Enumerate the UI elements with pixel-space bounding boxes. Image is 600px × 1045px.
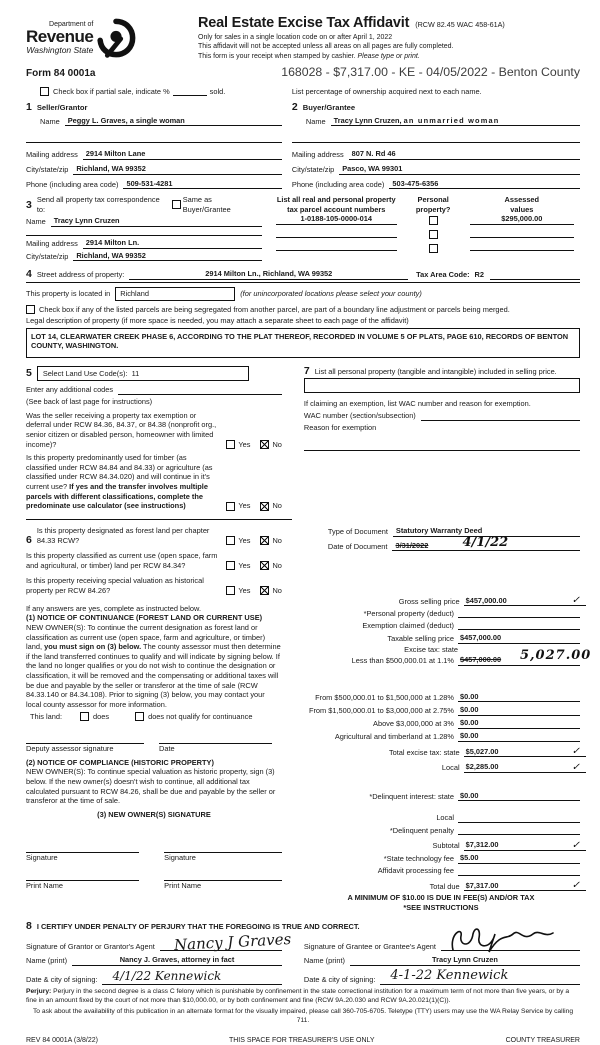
grantee-date-label: Date & city of signing: <box>303 975 376 985</box>
section-2-buyer <box>292 97 580 189</box>
minimum-due-note: A MINIMUM OF $10.00 IS DUE IN FEE(S) AND/OR TAX <box>347 893 535 903</box>
notice-compliance-body: NEW OWNER(S): To continue special valuation as historic property, sign (3) below. If the new owner(s) doesn't wish to continue, all additional tax calculated pursuant to RCW 84.26, shall be due and payable by the seller or transferor at the time of sale. <box>26 767 276 806</box>
section-4-divider <box>26 282 580 283</box>
deputy-date-line[interactable] <box>159 735 272 744</box>
local-2-label: Local <box>436 813 454 823</box>
personal-property-deduct-label: *Personal property (deduct) <box>363 608 454 618</box>
header-note-1: Only for sales in a single location code on or after April 1, 2022 <box>198 33 393 41</box>
delinquent-penalty-field[interactable] <box>458 826 580 835</box>
located-in-dropdown[interactable]: Richland <box>115 287 235 301</box>
section-7-number: 7 <box>303 364 310 377</box>
date-of-document-handwritten: 4/1/22 <box>462 534 509 550</box>
seller-name-field[interactable]: Peggy L. Graves, a single woman <box>65 116 282 127</box>
section-5-number: 5 <box>26 367 32 380</box>
rcw-reference: (RCW 82.45 WAC 458-61A) <box>415 20 505 29</box>
delinquent-interest-label: *Delinquent interest: state <box>369 791 454 801</box>
same-as-label: Same as Buyer/Grantee <box>182 195 231 214</box>
tier-3pct-label: Above $3,000,000 at 3% <box>373 719 454 728</box>
tax-area-code-label: Tax Area Code: <box>416 270 470 280</box>
deputy-date-label: Date <box>159 744 175 754</box>
new-owner-signature-line-2[interactable] <box>164 844 282 853</box>
seller-title: Seller/Grantor <box>36 102 88 112</box>
q1-yes-checkbox[interactable] <box>226 440 235 449</box>
treasurer-space-label: THIS SPACE FOR TREASURER'S USE ONLY <box>228 1037 375 1045</box>
located-in-label: This property is located in <box>26 288 111 298</box>
forest-no-checkbox[interactable] <box>260 536 269 545</box>
affidavit-processing-fee-label: Affidavit processing fee <box>377 866 454 876</box>
gross-checkmark: ✓ <box>571 595 580 607</box>
grantor-signature-handwritten: Nancy J Graves <box>173 929 292 954</box>
taxable-selling-price-field[interactable]: $457,000.00 <box>458 633 580 644</box>
seller-name-label: Name <box>40 116 60 126</box>
new-owner-print-line-1[interactable] <box>26 872 139 881</box>
corr-name-label: Name <box>26 217 46 227</box>
legal-description-label: Legal description of property (if more space is needed, you may attach a separate sheet to each page of the affidavit) <box>26 316 409 326</box>
grantee-name-label: Name (print) <box>303 956 345 966</box>
exemption-deferral-question: Was the seller receiving a property tax exemption or deferral under RCW 84.36, 84.37, or 84.38 (nonprofit org., senior citizen or disabled person, homeowner with limited income)? <box>26 410 217 449</box>
form-number: Form 84 0001a <box>26 68 96 80</box>
seller-mailing-field[interactable]: 2914 Milton Lane <box>83 149 282 160</box>
local-tax-label: Local <box>441 763 460 773</box>
seller-city-label: City/state/zip <box>26 164 69 174</box>
revenue-swoosh-icon <box>97 19 135 57</box>
additional-codes-label: Enter any additional codes <box>26 385 114 395</box>
exemption-claimed-field[interactable] <box>458 621 580 630</box>
buyer-mailing-label: Mailing address <box>291 150 344 160</box>
tier-128-label: From $500,000.01 to $1,500,000 at 1.28% <box>315 692 454 702</box>
assessed-value-field-3[interactable] <box>470 241 574 251</box>
total-due-checkmark: ✓ <box>571 880 580 892</box>
personal-property-checkbox-3[interactable] <box>429 244 438 253</box>
section-2-number: 2 <box>291 100 298 113</box>
total-state-checkmark: ✓ <box>571 746 580 758</box>
segregated-checkbox[interactable] <box>26 305 35 314</box>
parcel-number-field-2[interactable] <box>276 228 397 238</box>
total-due-field[interactable]: $7,317.00 <box>464 881 586 892</box>
buyer-city-label: City/state/zip <box>291 164 335 174</box>
personal-property-list-field[interactable] <box>304 378 580 393</box>
excise-tax-state-label: Excise tax: state <box>404 644 458 654</box>
local-tax-field[interactable]: $2,285.00 <box>464 762 586 773</box>
ownership-note: List percentage of ownership acquired next to each name. <box>291 87 482 97</box>
historical-no-checkbox[interactable] <box>260 586 269 595</box>
footer <box>26 1036 580 1045</box>
gross-selling-price-field[interactable]: $457,000.00 <box>464 596 586 607</box>
total-excise-state-label: Total excise tax: state <box>388 747 460 757</box>
accessibility-notice: To ask about the availability of this publication in an alternate format for the visually impaired, please call 360-705-6705. Teletype (TTY) users may use the WA Relay Service by calling 711. <box>32 1008 574 1025</box>
state-tech-fee-field[interactable]: $5.00 <box>458 853 580 864</box>
street-address-field[interactable]: 2914 Milton Ln., Richland, WA 99352 <box>129 269 408 280</box>
parcel-numbers-header: List all real and personal property tax parcel account numbers <box>276 195 396 214</box>
tax-area-code-value[interactable]: R2 <box>474 270 484 280</box>
tax-area-trailing-line <box>490 271 580 280</box>
header <box>26 14 580 61</box>
exemption-claimed-label: Exemption claimed (deduct) <box>362 620 454 630</box>
header-note-3: This form is your receipt when stamped by cashier. Please type or print. <box>198 52 420 60</box>
perjury-notice: Perjury: Perjury in the second degree is a class C felony which is punishable by confinement in the state correctional institution for a maximum term of not more than five years, or by a fine in an amount fixed by the court of not more than $10,000.00, or by both confinement and fine (RCW 9A.20.030 and RCW 9A.20.021(1)(C)). <box>26 987 570 1004</box>
print-name-label-1: Print Name <box>26 881 63 891</box>
grantor-sig-label: Signature of Grantor or Grantor's Agent <box>26 941 155 951</box>
reason-exemption-label: Reason for exemption <box>303 422 377 432</box>
timber-agriculture-question: Is this property predominantly used for timber (as classified under RCW 84.84 and 84.33) or agriculture (as classified under RCW 84.34.020) and will continue in it's current use? If yes and the transfer involves multiple parcels with different classifications, complete the predominate use calculator (see instructions) <box>26 453 213 511</box>
less-than-rate-label: Less than $500,000.01 at 1.1% <box>351 656 454 666</box>
additional-codes-field[interactable] <box>118 386 282 395</box>
reason-exemption-field[interactable] <box>304 442 580 451</box>
buyer-phone-field[interactable]: 503-475-6356 <box>389 179 580 190</box>
buyer-phone-label: Phone (including area code) <box>291 179 385 189</box>
assessed-values-header: Assessed values <box>504 195 540 214</box>
partial-sale-checkbox[interactable] <box>40 87 49 96</box>
corr-city-label: City/state/zip <box>26 251 69 261</box>
ag-timberland-label: Agricultural and timberland at 1.28% <box>334 732 454 742</box>
seller-phone-field[interactable]: 509-531-4281 <box>123 179 281 190</box>
partial-sale-label: Check box if partial sale, indicate % <box>53 87 170 97</box>
revenue-label: Revenue <box>26 26 94 46</box>
legal-description-field[interactable]: LOT 14, CLEARWATER CREEK PHASE 6, ACCORDING TO THE PLAT THEREOF, RECORDED IN VOLUME 5 OF PLATS, PAGE 610, RECORDS OF BENTON COUNTY, WASHINGTON. <box>26 328 580 358</box>
section-6-number: 6 <box>26 533 32 546</box>
delinquent-penalty-label: *Delinquent penalty <box>389 825 454 835</box>
section-4-number: 4 <box>26 268 32 281</box>
q2-no-checkbox[interactable] <box>260 502 269 511</box>
taxable-selling-price-label: Taxable selling price <box>387 633 454 643</box>
land-does-not-checkbox[interactable] <box>135 712 144 721</box>
revenue-logo-block <box>26 14 184 61</box>
personal-property-deduct-field[interactable] <box>458 609 580 618</box>
affidavit-processing-fee-field[interactable] <box>458 867 580 876</box>
print-name-label-2: Print Name <box>164 881 202 891</box>
wac-number-label: WAC number (section/subsection) <box>303 410 416 420</box>
ag-timberland-field[interactable]: $0.00 <box>458 731 580 742</box>
section-1-number: 1 <box>26 100 32 113</box>
parcel-number-field-3[interactable] <box>276 241 397 251</box>
buyer-city-field[interactable]: Pasco, WA 99301 <box>339 164 580 175</box>
section-8-number: 8 <box>26 919 32 932</box>
see-back-note: (See back of last page for instructions) <box>26 397 153 406</box>
tier-128-field[interactable]: $0.00 <box>458 692 580 703</box>
new-owners-signature-title: (3) NEW OWNER(S) SIGNATURE <box>97 809 211 819</box>
assessed-value-field[interactable]: $295,000.00 <box>470 214 574 225</box>
grantor-date-handwritten: 4/1/22 Kennewick <box>112 969 222 984</box>
signature-label-1: Signature <box>26 852 58 862</box>
q2-yes-checkbox[interactable] <box>226 502 235 511</box>
section-4-street-row <box>26 269 580 280</box>
grantor-name-print[interactable]: Nancy J. Graves, attorney in fact <box>72 955 282 966</box>
seller-phone-label: Phone (including area code) <box>26 179 119 189</box>
subtotal-field[interactable]: $7,312.00 <box>464 840 586 851</box>
local-checkmark: ✓ <box>571 761 580 773</box>
tier-275-field[interactable]: $0.00 <box>458 705 580 716</box>
assessed-value-field-2[interactable] <box>470 228 574 238</box>
rev-form-id: REV 84 0001A (3/8/22) <box>26 1037 98 1045</box>
dept-of-label: Department of <box>49 20 94 28</box>
grantee-date-handwritten: 4-1-22 Kennewick <box>390 967 509 983</box>
grantee-signature-line[interactable] <box>441 941 580 951</box>
buyer-name-field[interactable]: Tracy Lynn Cruzen, an unmarried woman <box>331 116 580 127</box>
county-treasurer-label: COUNTY TREASURER <box>505 1037 580 1045</box>
section-3-correspondence <box>26 195 580 261</box>
buyer-name-extra-line[interactable] <box>292 134 580 143</box>
personal-property-list-label: List all personal property (tangible and intangible) included in selling price. <box>314 366 557 376</box>
correspondence-title: Send all property tax correspondence to: <box>36 195 160 214</box>
segregated-label: Check box if any of the listed parcels are being segregated from another parcel, are part of a boundary line adjustment or parcels being merged. <box>39 304 510 314</box>
partial-sale-percent-field[interactable] <box>173 87 207 96</box>
local-2-field[interactable] <box>458 814 580 823</box>
grantor-signature-line[interactable] <box>160 929 292 954</box>
section-5: 5 Select Land Use Code(s): 11 Enter any additional codes (See back of last page for instructions) Was the seller receiving a property tax exemption or deferral under RCW 84.36, 84.37, or 84.38 (nonprofit org., senior citizen or disabled person, homeowner with limited income)? Yes No Is this property predominantly used for timber (as classified under RCW 84.84 and 84.33) or agriculture (as classified under RCW 84.34.020) and will continue in it's current use? If yes and the transfer involves multiple parcels with different classifications, complete the predominate use calculator (see instructions) Yes No <box>26 366 292 520</box>
notice-continuance-title: (1) NOTICE OF CONTINUANCE (FOREST LAND OR CURRENT USE) <box>26 613 263 623</box>
seller-mailing-label: Mailing address <box>26 150 78 160</box>
subtotal-label: Subtotal <box>432 841 460 850</box>
section-7 <box>292 366 580 520</box>
q1-no-checkbox[interactable] <box>260 440 269 449</box>
parcel-number-field[interactable]: 1-0188-105-0000-014 <box>276 214 397 225</box>
current-use-question: Is this property classified as current use (open space, farm and agricultural, or timber) land per RCW 84.34? <box>26 551 218 570</box>
date-of-document-field[interactable]: 3/31/2022 4/1/22 <box>392 541 580 552</box>
seller-name-extra-line[interactable] <box>26 134 282 143</box>
new-owner-print-line-2[interactable] <box>164 872 282 881</box>
buyer-title: Buyer/Grantee <box>302 102 356 112</box>
header-note-2: This affidavit will not be accepted unless all areas on all pages are fully completed. <box>198 43 454 51</box>
corr-name-field[interactable]: Tracy Lynn Cruzen <box>51 216 262 227</box>
state-tech-fee-label: *State technology fee <box>383 854 454 864</box>
grantee-signature-scribble <box>447 924 557 954</box>
grantor-name-label: Name (print) <box>26 956 68 966</box>
subtotal-checkmark: ✓ <box>571 839 580 851</box>
located-in-note: (for unincorporated locations please select your county) <box>240 288 422 298</box>
document-and-tax-column <box>292 525 592 913</box>
section-3-number: 3 <box>26 198 32 211</box>
certify-statement: I CERTIFY UNDER PENALTY OF PERJURY THAT THE FOREGOING IS TRUE AND CORRECT. <box>36 921 360 931</box>
buyer-name-label: Name <box>305 116 326 126</box>
signature-label-2: Signature <box>164 852 196 862</box>
type-of-document-field[interactable]: Statutory Warranty Deed <box>393 526 580 537</box>
grantee-name-print[interactable]: Tracy Lynn Cruzen <box>350 955 580 966</box>
section-1-seller <box>26 97 292 189</box>
date-of-document-label: Date of Document <box>327 541 388 551</box>
delinquent-interest-field[interactable]: $0.00 <box>458 791 580 802</box>
notice-continuance-body: NEW OWNER(S): To continue the current designation as forest land or classification as current use (open space, farm and agriculture, or timber) land, you must sign on (3) below. The county assessor must then determine if the land transferred continues to qualify and will indicate by signing below. If the land no longer qualifies or you do not wish to continue the designation or classification, it will be removed and the compensating or additional taxes will be due and payable by the seller or transferor at the time of sale (RCW 84.33.140 or 84.34.108). Prior to signing (3) below, you may contact your local county assessor for more information. <box>26 622 281 709</box>
historical-yes-checkbox[interactable] <box>226 586 235 595</box>
exemption-claim-note: If claiming an exemption, list WAC number and reason for exemption. <box>303 399 531 409</box>
grantee-date-line[interactable] <box>380 967 580 985</box>
buyer-mailing-field[interactable]: 807 N. Rd 46 <box>349 149 580 160</box>
current-use-no-checkbox[interactable] <box>260 561 269 570</box>
corr-mailing-label: Mailing address <box>26 239 78 248</box>
historical-question: Is this property receiving special valuation as historical property per RCW 84.26? <box>26 576 204 595</box>
deputy-assessor-label: Deputy assessor signature <box>26 744 114 754</box>
corr-mailing-field[interactable]: 2914 Milton Ln. <box>83 238 262 249</box>
seller-city-field[interactable]: Richland, WA 99352 <box>73 164 282 175</box>
grantee-sig-label: Signature of Grantee or Grantee's Agent <box>303 941 436 951</box>
land-use-code-box[interactable]: Select Land Use Code(s): 11 <box>37 366 249 382</box>
washington-state-label: Washington State <box>26 44 94 55</box>
personal-property-header: Personal property? <box>415 195 451 214</box>
tier-275-label: From $1,500,000.01 to $3,000,000 at 2.75% <box>308 705 454 715</box>
grantor-date-line[interactable] <box>102 969 281 985</box>
new-owner-signature-line-1[interactable] <box>26 844 139 853</box>
grantor-date-label: Date & city of signing: <box>26 975 98 985</box>
street-address-label: Street address of property: <box>36 270 125 280</box>
gross-selling-price-label: Gross selling price <box>398 596 460 606</box>
signature-grid <box>26 929 580 985</box>
section-6: 6 Is this property designated as forest land per chapter 84.33 RCW? Yes No Is this property classified as current use (open space, farm and agricultural, or timber) land per RCW 84.34? Yes No Is this property receiving special valuation as historical property per RCW 84.26? Yes No If any answers are yes, complete as instructed below. (1) NOTICE OF CONTINUANCE (FOREST LAND OR CURRENT USE) NEW OWNER(S): To continue the current designation as forest land or classification as current use (open space, farm and agriculture, or timber) land, you must sign on (3) below. The county assessor must then determine if the land transferred continues to qualify and will indicate by signing below. If the land no longer qualifies or you do not wish to continue the designation or classification, it will be removed and the compensating or additional taxes will be due and payable by the seller or transferor at the time of sale (RCW 84.33.140 or 84.34.108). Prior to signing (3) below, you may contact your local county assessor for more information. This land: does does not qualify for continuance Deputy assessor signature Date (2) NOTICE OF COMPLIANCE (HISTORIC PROPERTY) NEW OWNER(S): To continue special valuation as historic property, sign (3) below. If the new owner(s) doesn't wish to continue, all additional tax calculated pursuant to RCW 84.26, shall be due and payable by the seller or transferor at the time of sale. (3) NEW OWNER(S) SIGNATURE Signature Signature Print Name Print Name <box>26 525 282 891</box>
same-as-buyer-checkbox[interactable] <box>172 200 181 209</box>
complete-below-note: If any answers are yes, complete as instructed below. <box>26 603 201 613</box>
less-than-rate-field[interactable]: $457,000.00 5,027.00 <box>459 648 592 665</box>
forest-yes-checkbox[interactable] <box>226 536 235 545</box>
total-excise-state-field[interactable]: $5,027.00 <box>464 747 586 758</box>
see-instructions-note: *SEE INSTRUCTIONS <box>403 903 479 912</box>
tier-3pct-field[interactable]: $0.00 <box>458 718 580 729</box>
personal-property-checkbox-1[interactable] <box>429 216 438 225</box>
transaction-stamp: 168028 - $7,317.00 - KE - 04/05/2022 - Benton County <box>281 65 580 80</box>
current-use-yes-checkbox[interactable] <box>226 561 235 570</box>
personal-property-checkbox-2[interactable] <box>429 230 438 239</box>
excise-handwritten-amount: 5,027.00 <box>519 648 592 664</box>
form-title: Real Estate Excise Tax Affidavit <box>198 15 410 31</box>
this-land-label: This land: <box>30 711 63 721</box>
deputy-assessor-signature-line[interactable] <box>26 735 144 744</box>
type-of-document-label: Type of Document <box>327 526 388 536</box>
total-due-label: Total due <box>429 881 460 891</box>
partial-sale-sold-label: sold. <box>209 87 226 97</box>
corr-city-field[interactable]: Richland, WA 99352 <box>73 251 261 262</box>
notice-compliance-title: (2) NOTICE OF COMPLIANCE (HISTORIC PROPERTY) <box>26 757 214 767</box>
land-does-checkbox[interactable] <box>80 712 89 721</box>
wac-number-field[interactable] <box>421 412 580 421</box>
forest-land-question: Is this property designated as forest land per chapter 84.33 RCW? <box>36 525 210 545</box>
